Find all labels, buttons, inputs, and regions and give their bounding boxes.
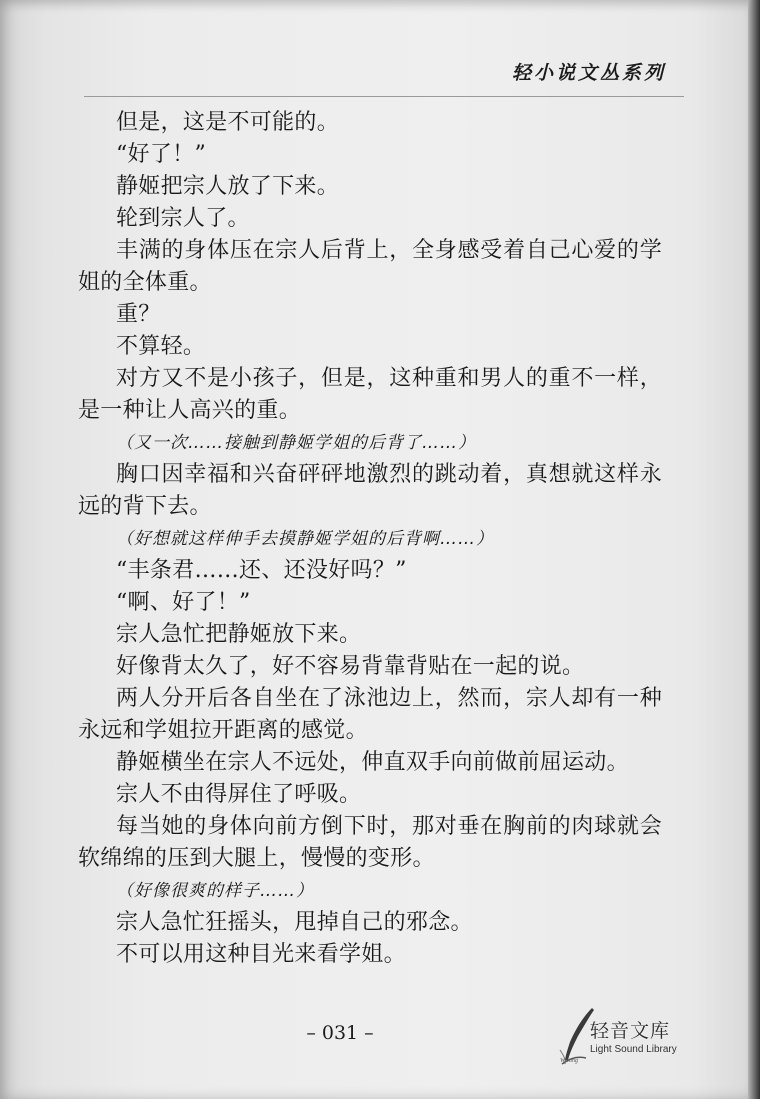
body-text bbox=[78, 107, 662, 971]
paragraph: 好像背太久了，好不容易背靠背贴在一起的说。 bbox=[116, 654, 585, 679]
paragraph: 但是，这是不可能的。 bbox=[116, 110, 340, 135]
paragraph: 静姬横坐在宗人不远处，伸直双手向前做前屈运动。 bbox=[116, 750, 629, 775]
publisher-logo bbox=[556, 1006, 686, 1068]
paragraph: 宗人急忙狂摇头，甩掉自己的邪念。 bbox=[116, 910, 473, 935]
thought-paragraph: （好想就这样伸手去摸静姬学姐的后背啊……） bbox=[116, 529, 494, 549]
paragraph: 对方又不是小孩子，但是，这种重和男人的重不一样，是一种让人高兴的重。 bbox=[78, 366, 662, 423]
thought-paragraph: （好像很爽的样子……） bbox=[116, 881, 314, 901]
paragraph: 不可以用这种目光来看学姐。 bbox=[116, 942, 406, 967]
paragraph: 两人分开后各自坐在了泳池边上，然而，宗人却有一种永远和学姐拉开距离的感觉。 bbox=[78, 686, 662, 743]
paragraph: “啊、好了！” bbox=[116, 590, 251, 615]
paragraph: 胸口因幸福和兴奋砰砰地激烈的跳动着，真想就这样永远的背下去。 bbox=[78, 462, 662, 519]
paragraph: 宗人不由得屏住了呼吸。 bbox=[116, 782, 362, 807]
paragraph: 静姬把宗人放了下来。 bbox=[116, 174, 340, 199]
paragraph: “丰条君……还、还没好吗？” bbox=[116, 558, 407, 583]
publisher-signature: Writing bbox=[560, 1058, 579, 1064]
paragraph: 丰满的身体压在宗人后背上，全身感受着自己心爱的学姐的全体重。 bbox=[78, 238, 662, 295]
page-number: – 031 – bbox=[306, 1022, 374, 1044]
paragraph: 宗人急忙把静姬放下来。 bbox=[116, 622, 362, 647]
paragraph: 每当她的身体向前方倒下时，那对垂在胸前的肉球就会软绵绵的压到大腿上，慢慢的变形。 bbox=[78, 814, 662, 871]
series-title: 轻小说文丛系列 bbox=[511, 62, 666, 84]
thought-paragraph: （又一次……接触到静姬学姐的后背了……） bbox=[116, 433, 476, 453]
header-rule bbox=[84, 96, 684, 97]
page-edge-shadow bbox=[748, 0, 760, 1099]
paragraph: 重？ bbox=[116, 302, 161, 327]
paragraph: “好了！” bbox=[116, 142, 206, 167]
paragraph: 轮到宗人了。 bbox=[116, 206, 250, 231]
publisher-name: 轻音文库 bbox=[590, 1020, 671, 1042]
paragraph: 不算轻。 bbox=[116, 334, 206, 359]
publisher-subtitle: Light Sound Library bbox=[590, 1044, 677, 1055]
